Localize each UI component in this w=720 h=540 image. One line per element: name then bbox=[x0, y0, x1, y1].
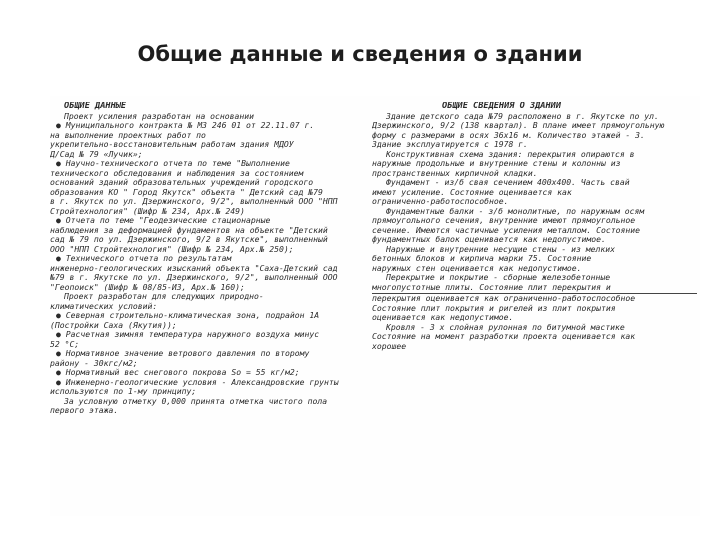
building-info-column bbox=[372, 102, 697, 351]
text-line: в г. Якутск по ул. Дзержинского, 9/2", выполненный ООО "НПП bbox=[50, 197, 338, 206]
text-line: пространственных кирпичной кладки. bbox=[372, 168, 538, 178]
text-line: наружных стен оценивается как недопустимое. bbox=[372, 263, 582, 273]
building-info-text bbox=[372, 112, 697, 352]
text-line: образования КО " Город Якутск" объекта " Детский сад №79 bbox=[50, 187, 323, 197]
text-line: Стройтехнология" (Шифр № 234, Арх.№ 249) bbox=[50, 206, 245, 216]
text-line: Состояние на момент разработки проекта оценивается как bbox=[372, 332, 636, 341]
text-line: ● Муниципального контракта № МЗ 246 01 от 22.11.07 г. bbox=[56, 121, 315, 130]
text-line: технического обследования и наблюдения за состоянием bbox=[50, 168, 304, 178]
text-line: №79 в г. Якутске по ул. Дзержинского, 9/2", выполненный ООО bbox=[50, 273, 338, 282]
text-line: климатических условий: bbox=[50, 301, 158, 311]
general-data-text bbox=[50, 112, 355, 416]
text-line: ООО "НПП Стройтехнология" (Шифр № 234, Арх.№ 250); bbox=[50, 244, 294, 254]
text-line: наружные продольные и внутренние стены и колонны из bbox=[372, 159, 621, 168]
text-line: За условную отметку 0,000 принята отметка чистого пола bbox=[64, 396, 328, 406]
text-line: оснований зданий образовательных учреждений городского bbox=[50, 178, 314, 187]
text-line: ● Инженерно-геологические условия - Александровские грунты bbox=[56, 377, 339, 387]
text-line: Дзержинского, 9/2 (138 квартал). В плане имеет прямоугольную bbox=[372, 121, 665, 130]
text-line: ● Нормативное значение ветрового давления по второму bbox=[56, 349, 310, 358]
text-line: ● Расчетная зимняя температура наружного воздуха минус bbox=[56, 330, 320, 339]
text-line: оценивается как недопустимое. bbox=[372, 313, 514, 322]
text-line: инженерно-геологических изысканий объекта "Саха-Детский сад bbox=[50, 263, 338, 273]
text-line: ● Технического отчета по результатам bbox=[56, 254, 232, 263]
text-line: сад № 79 по ул. Дзержинского, 9/2 в Якутске", выполненный bbox=[50, 235, 328, 244]
general-data-heading: ОБЩИЕ ДАННЫЕ bbox=[64, 102, 127, 111]
text-line: используются по 1-му принципу; bbox=[50, 387, 197, 396]
text-line: первого этажа. bbox=[50, 406, 119, 415]
text-line: Наружные и внутренние несущие стены - из мелких bbox=[386, 244, 616, 254]
text-line: Здание эксплуатируется с 1978 г. bbox=[372, 140, 528, 149]
text-line: укрепительно-восстановительным работам здания МДОУ bbox=[50, 140, 294, 149]
text-line: Состояние плит покрытия и ригелей из плит покрытия bbox=[372, 303, 616, 313]
text-line: бетонных блоков и кирпича марки 75. Состояние bbox=[372, 254, 592, 263]
text-line: многопустотные плиты. Состояние плит перекрытия и bbox=[372, 282, 611, 292]
text-line: наблюдения за деформацией фундаментов на объекте "Детский bbox=[50, 225, 328, 235]
text-line: (Постройки Саха (Якутия)); bbox=[50, 320, 177, 330]
text-line: ● Северная строительно-климатическая зона, подрайон 1А bbox=[56, 311, 320, 320]
text-line: Фундаментные балки - з/б монолитные, по наружным осям bbox=[386, 206, 645, 216]
text-line: 52 °С; bbox=[50, 339, 80, 349]
text-line: ограниченно-работоспособное. bbox=[372, 197, 509, 206]
text-line: Д/Сад № 79 «Лучик»; bbox=[50, 149, 143, 159]
text-line: ● Нормативный вес снегового покрова So = 55 кг/м2; bbox=[56, 368, 300, 377]
text-line: перекрытия оценивается как ограниченно-работоспособное bbox=[372, 294, 636, 303]
text-line: фундаментных балок оценивается как недопустимое. bbox=[372, 235, 606, 244]
text-line: хорошее bbox=[372, 341, 407, 351]
text-line: имеют усиление. Состояние оценивается как bbox=[372, 187, 572, 197]
building-info-heading: ОБЩИЕ СВЕДЕНИЯ О ЗДАНИИ bbox=[442, 102, 561, 111]
text-line: Здание детского сада №79 расположено в г. Якутске по ул. bbox=[386, 111, 659, 121]
text-line: району - 30кгс/м2; bbox=[50, 358, 138, 368]
text-line: форму с размерами в осях 36х16 м. Количество этажей - 3. bbox=[372, 130, 645, 140]
text-line: Кровля - 3 х слойная рулонная по битумной мастике bbox=[386, 322, 625, 332]
text-line: Проект усиления разработан на основании bbox=[64, 111, 255, 121]
slide-title: Общие данные и сведения о здании bbox=[137, 42, 583, 66]
general-data-column bbox=[50, 102, 355, 416]
text-line: Фундамент - из/б свая сечением 400х400. Часть свай bbox=[386, 178, 630, 187]
text-line: Проект разработан для следующих природно- bbox=[64, 292, 264, 301]
text-line: Перекрытие и покрытие - сборные железобетонные bbox=[386, 273, 611, 282]
text-line: ● Отчета по теме "Геодезические стационарные bbox=[56, 216, 271, 225]
scanned-document bbox=[50, 96, 700, 516]
text-line: "Геопоиск" (Шифр № 08/85-ИЗ, Арх.№ 160); bbox=[50, 282, 245, 292]
text-line: прямоугольного сечения, внутренние имеют прямоугольное bbox=[372, 216, 636, 225]
text-line: сечение. Имеются частичные усиления металлом. Состояние bbox=[372, 225, 641, 235]
text-line: ● Научно-технического отчета по теме "Выполнение bbox=[56, 159, 290, 168]
text-line: Конструктивная схема здания: перекрытия опираются в bbox=[386, 149, 635, 159]
text-line: на выполнение проектных работ по bbox=[50, 130, 206, 140]
